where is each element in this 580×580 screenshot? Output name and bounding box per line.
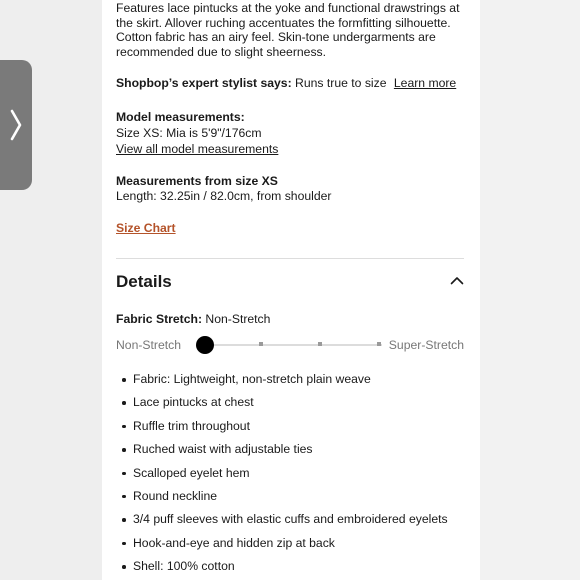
description-line: Features lace pintucks at the yoke and functional drawstrings at [116, 1, 460, 15]
learn-more-link[interactable]: Learn more [393, 76, 457, 90]
stretch-scale-tick [377, 342, 381, 346]
stretch-scale [116, 336, 464, 354]
garment-measurements [116, 174, 331, 204]
product-description [116, 1, 459, 59]
fabric-stretch-label [116, 312, 270, 326]
stretch-scale-tick [259, 342, 263, 346]
details-title: Details [116, 272, 172, 291]
list-item: Ruffle trim throughout [116, 415, 448, 438]
list-item: Scalloped eyelet hem [116, 462, 448, 485]
list-item: Shell: 100% cotton [116, 555, 448, 578]
fabric-stretch-title: Fabric Stretch: [116, 312, 203, 326]
size-chart-link[interactable]: Size Chart [116, 221, 176, 235]
stylist-value: Runs true to size [295, 76, 387, 90]
description-line: Cotton fabric has an airy feel. Skin-tone undergarments are [116, 30, 436, 44]
product-details-panel [102, 0, 480, 580]
measurements-heading: Measurements from size XS [116, 174, 278, 188]
view-all-model-measurements-link[interactable]: View all model measurements [116, 142, 279, 156]
measurements-value: Length: 32.25in / 82.0cm, from shoulder [116, 189, 332, 203]
model-size-value: Size XS: Mia is 5'9"/176cm [116, 126, 262, 140]
stretch-scale-min-label: Non-Stretch [116, 338, 182, 352]
description-line: recommended due to slight sheerness. [116, 44, 327, 59]
section-divider [116, 258, 464, 259]
list-item: Lace pintucks at chest [116, 391, 448, 414]
model-heading: Model measurements: [116, 110, 245, 124]
fabric-stretch-value: Non-Stretch [205, 312, 271, 326]
stylist-label: Shopbop’s expert stylist says: [116, 76, 292, 90]
chevron-up-icon[interactable] [450, 276, 464, 285]
stretch-scale-max-label: Super-Stretch [388, 338, 464, 352]
list-item: Hook-and-eye and hidden zip at back [116, 532, 448, 555]
model-measurements [116, 109, 278, 157]
details-list [116, 368, 448, 579]
stretch-scale-tick [318, 342, 322, 346]
description-line: the skirt. Allover ruching accentuates the formfitting silhouette. [116, 15, 451, 30]
page-background-right [480, 0, 580, 580]
list-item: 3/4 puff sleeves with elastic cuffs and embroidered eyelets [116, 508, 448, 531]
list-item: Fabric: Lightweight, non-stretch plain weave [116, 368, 448, 391]
chevron-right-icon [9, 108, 23, 142]
side-tab-next[interactable] [0, 60, 32, 190]
stylist-fit-note [116, 76, 456, 90]
details-section-header[interactable] [116, 272, 464, 296]
stretch-scale-track [204, 344, 382, 346]
stretch-level-indicator [196, 336, 214, 354]
list-item: Ruched waist with adjustable ties [116, 438, 448, 461]
list-item: Round neckline [116, 485, 448, 508]
